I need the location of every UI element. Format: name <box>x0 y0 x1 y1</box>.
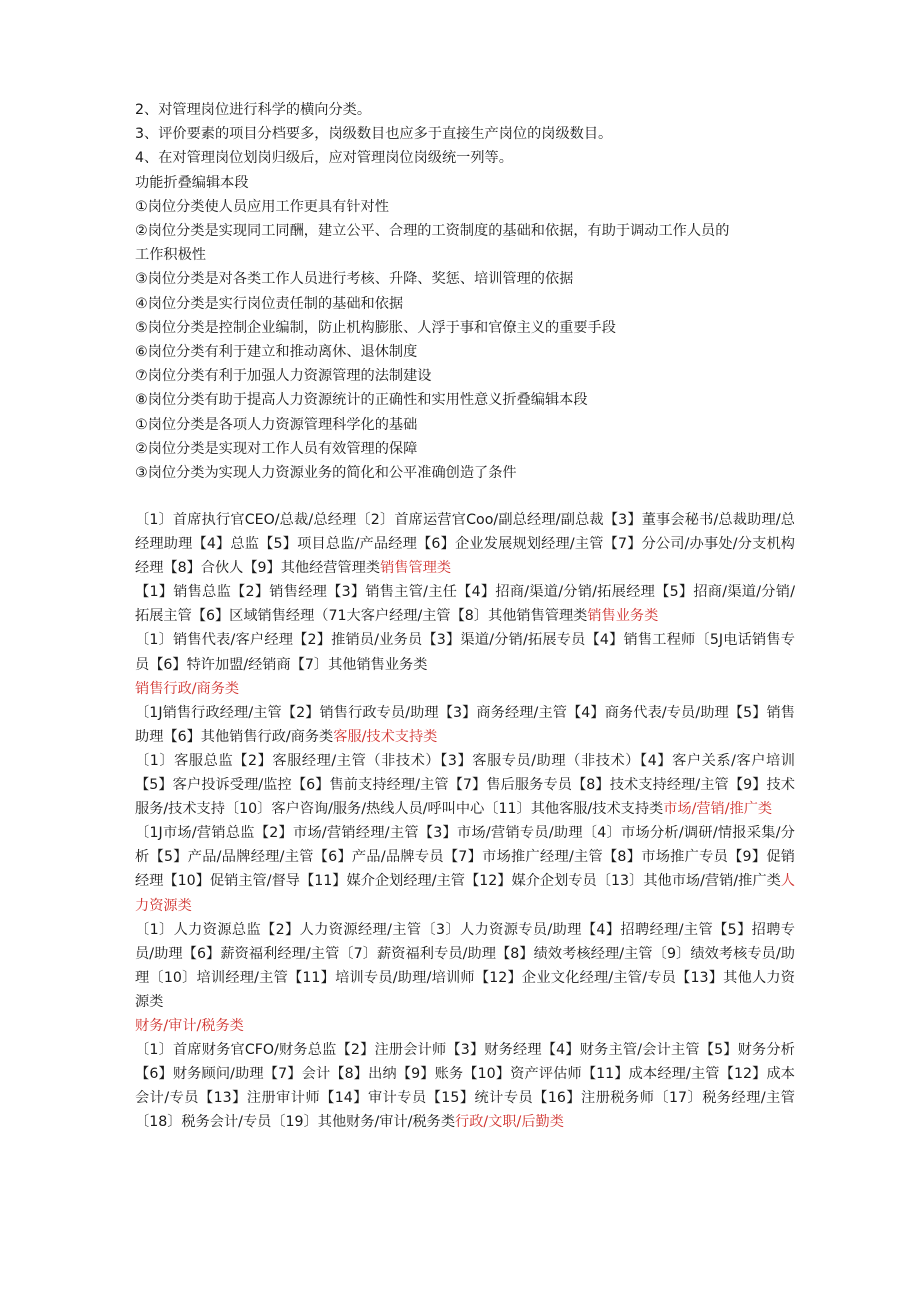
category-items: 〔1〕客服总监【2】客服经理/主管（非技术）【3】客服专员/助理（非技术）【4】客户关系/客户培训【5】客户投诉受理/监控【6】售前支持经理/主管【7】售后服务专员【8】技术支持经理/主管【9】技术服务/技术支持〔10〕客户咨询/服务/热线人员/呼叫中心〔11〕其他客服/技术支持类 <box>135 752 795 818</box>
category-heading-sales-business: 销售业务类 <box>587 608 659 625</box>
text-line: 2、对管理岗位进行科学的横向分类。 <box>135 102 372 118</box>
text-line: ⑤岗位分类是控制企业编制，防止机构膨胀、人浮于事和官僚主义的重要手段 <box>135 319 616 336</box>
category-paragraph-sales-management <box>135 580 795 628</box>
category-heading-sales-admin: 销售行政/商务类 <box>135 680 240 697</box>
category-heading-customer-service: 客服/技术支持类 <box>333 728 438 745</box>
category-heading-marketing: 市场/营销/推广类 <box>663 801 773 818</box>
text-line: ①岗位分类使人员应用工作更具有针对性 <box>135 198 389 215</box>
text-line: 工作积极性 <box>135 247 206 264</box>
text-line: ①岗位分类是各项人力资源管理科学化的基础 <box>135 416 418 433</box>
category-items: 〔1〕人力资源总监【2】人力资源经理/主管〔3〕人力资源专员/助理【4】招聘经理/主管【5】招聘专员/助理【6】薪资福利经理/主管〔7〕薪资福利专员/助理【8】绩效考核经理/主管〔9〕绩效考核专员/助理〔10〕培训经理/主管【11】培训专员/助理/培训师【12】企业文化经理/主管/专员【13】其他人力资源类 <box>135 921 795 1010</box>
category-items: 〔1〕首席执行官CEO/总裁/总经理〔2〕首席运营官Coo/副总经理/副总裁【3】董事会秘书/总裁助理/总经理助理【4】总监【5】项目总监/产品经理【6】企业发展规划经理/主管【7】分公司/办事处/分支机构经理【8】合伙人【9】其他经营管理类 <box>135 512 795 577</box>
category-heading-hr: 人力资源类 <box>135 873 795 914</box>
category-paragraph-finance <box>135 1038 795 1134</box>
text-line: 4、在对管理岗位划岗归级后，应对管理岗位岗级统一列等。 <box>135 150 513 167</box>
section-heading: 功能折叠编辑本段 <box>135 174 249 191</box>
category-items: 〔1〕销售代表/客户经理【2】推销员/业务员【3】渠道/分销/拓展专员【4】销售工程师〔5J电话销售专员【6】特许加盟/经销商【7〕其他销售业务类 <box>135 632 795 673</box>
text-line: ⑦岗位分类有利于加强人力资源管理的法制建设 <box>135 368 432 385</box>
category-paragraph-management <box>135 508 795 580</box>
category-heading-admin: 行政/文职/后勤类 <box>455 1114 564 1131</box>
text-line: ⑥岗位分类有利于建立和推动离休、退休制度 <box>135 344 418 361</box>
text-line: 3、评价要素的项目分档要多，岗级数目也应多于直接生产岗位的岗级数目。 <box>135 126 613 143</box>
text-line: ⑧岗位分类有助于提高人力资源统计的正确性和实用性意义折叠编辑本段 <box>135 392 588 409</box>
category-paragraph-sales-admin <box>135 701 795 749</box>
category-items: 〔1J市场/营销总监【2】市场/营销经理/主管【3】市场/营销专员/助理〔4〕市场分析/调研/情报采集/分析【5】产品/品牌经理/主管【6】产品/品牌专员【7】市场推广经理/主管【8】市场推广专员【9】促销经理【10】促销主管/督导【11】媒介企划经理/主管【12】媒介企划专员〔13〕其他市场/营销/推广类 <box>135 825 795 890</box>
text-line: ③岗位分类是对各类工作人员进行考核、升降、奖惩、培训管理的依据 <box>135 271 574 288</box>
job-categories-section <box>135 508 795 1134</box>
category-items: 〔1〕首席财务官CFO/财务总监【2】注册会计师【3】财务经理【4】财务主管/会计主管【5】财务分析【6】财务顾问/助理【7】会计【8】出纳【9】账务【10】资产评估师【11】成本经理/主管【12】成本会计/专员【13】注册审计师【14】审计专员【15】统计专员【16】注册税务师〔17〕税务经理/主管〔18〕税务会计/专员〔19〕其他财务/审计/税务类 <box>135 1042 795 1131</box>
category-heading-finance: 财务/审计/税务类 <box>135 1017 244 1034</box>
text-line: ④岗位分类是实行岗位责任制的基础和依据 <box>135 295 404 312</box>
text-line: ②岗位分类是实现对工作人员有效管理的保障 <box>135 440 418 457</box>
category-paragraph-marketing <box>135 821 795 917</box>
category-paragraph-hr <box>135 918 795 1014</box>
text-line: ②岗位分类是实现同工同酬，建立公平、合理的工资制度的基础和依据，有助于调动工作人员的 <box>135 223 730 240</box>
category-items: 〔1J销售行政经理/主管【2】销售行政专员/助理【3】商务经理/主管【4】商务代表/专员/助理【5】销售助理【6】其他销售行政/商务类 <box>135 704 795 745</box>
category-items: 【1】销售总监【2】销售经理【3】销售主管/主任【4】招商/渠道/分销/拓展经理【5】招商/渠道/分销/拓展主管【6】区域销售经理（71大客户经理/主管【8〕其他销售管理类 <box>135 584 795 625</box>
text-line: ③岗位分类为实现人力资源业务的简化和公平准确创造了条件 <box>135 465 517 482</box>
category-paragraph-sales-business <box>135 628 795 676</box>
function-section <box>135 98 795 485</box>
category-heading-sales-management: 销售管理类 <box>380 560 452 577</box>
category-paragraph-customer-service <box>135 749 795 821</box>
